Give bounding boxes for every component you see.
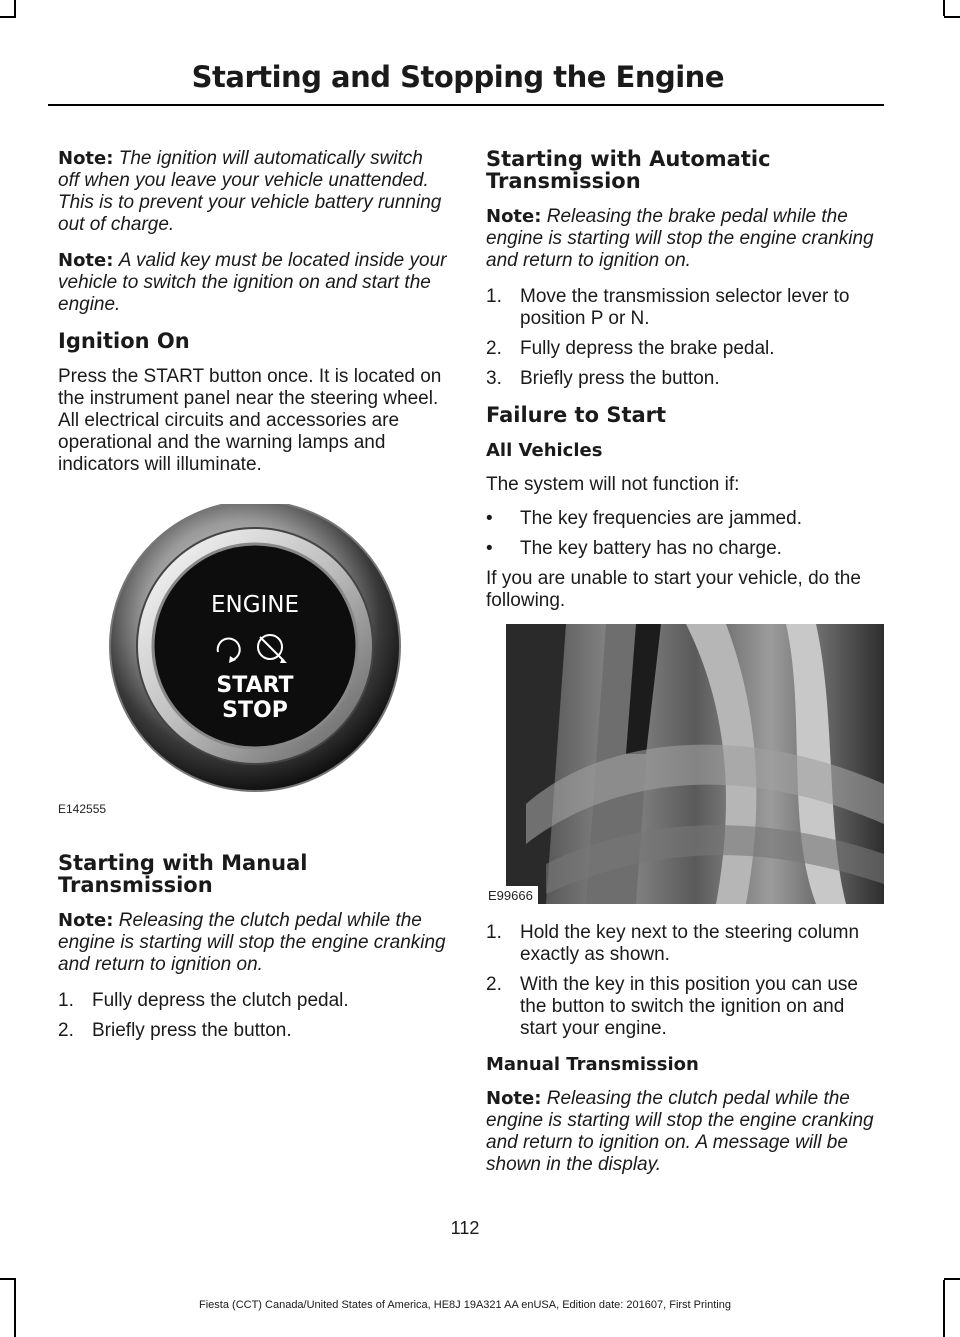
list-item — [486, 922, 886, 966]
note-valid-key — [58, 250, 448, 316]
ignition-on-text: Press the START button once. It is located on the instrument panel near the steering wheel. All electrical circuits and accessories are operational and the warning lamps and indicators will illuminate. — [58, 366, 442, 475]
manual-steps-list — [58, 990, 448, 1042]
figure-code: E142555 — [58, 802, 107, 816]
engine-label: ENGINE — [210, 592, 300, 618]
note-manual-message — [486, 1088, 886, 1176]
footer-edition-text: Fiesta (CCT) Canada/United States of America, HE8J 19A321 AA enUSA, Edition date: 201607, First Printing — [199, 1299, 731, 1311]
list-item — [58, 1020, 448, 1042]
note-text: Releasing the clutch pedal while the engine is starting will stop the engine cranking and return to ignition on. A message will be shown in the display. — [486, 1088, 874, 1175]
list-item — [486, 974, 886, 1040]
crop-mark — [943, 1280, 945, 1337]
failure-bullet-list — [486, 508, 886, 560]
bullet-mark: • — [486, 538, 493, 559]
note-label: Note: — [486, 1088, 542, 1109]
page-number: 112 — [450, 1218, 480, 1238]
step-text: Fully depress the brake pedal. — [520, 338, 775, 359]
stop-label: STOP — [222, 698, 288, 723]
list-item — [58, 990, 448, 1012]
start-button-figure — [58, 504, 448, 822]
list-item — [486, 286, 886, 330]
note-text: Releasing the clutch pedal while the engine is starting will stop the engine cranking and return to ignition on. — [58, 910, 446, 975]
list-item — [486, 368, 886, 390]
heading-ignition-on: Ignition On — [58, 329, 190, 353]
failure-intro: The system will not function if: — [486, 474, 740, 495]
step-number: 2. — [486, 338, 502, 359]
note-auto-off — [58, 148, 448, 236]
bullet-text: The key battery has no charge. — [520, 538, 782, 559]
subheading-manual-transmission: Manual Transmission — [486, 1054, 699, 1075]
note-text: Releasing the brake pedal while the engine is starting will stop the engine cranking and return to ignition on. — [486, 206, 874, 271]
start-label: START — [216, 673, 294, 698]
note-automatic-brake — [486, 206, 886, 272]
list-item — [486, 538, 886, 560]
note-manual-clutch — [58, 910, 448, 976]
note-label: Note: — [486, 206, 542, 227]
page-title: Starting and Stopping the Engine — [191, 60, 724, 94]
step-number: 1. — [58, 990, 74, 1011]
crop-mark — [944, 16, 960, 18]
note-text: The ignition will automatically switch off when you leave your vehicle unattended. This is to prevent your vehicle battery running out of charge. — [58, 148, 442, 235]
heading-failure-to-start: Failure to Start — [486, 403, 667, 427]
step-number: 1. — [486, 286, 502, 307]
key-steps-list — [486, 922, 886, 1040]
list-item — [486, 338, 886, 360]
step-text: Hold the key next to the steering column exactly as shown. — [520, 922, 860, 965]
crop-mark — [943, 0, 945, 16]
right-column — [486, 148, 886, 1190]
step-text: With the key in this position you can use the button to switch the ignition on and start your engine. — [520, 974, 858, 1039]
key-position-figure — [486, 624, 886, 906]
note-label: Note: — [58, 250, 114, 271]
bullet-mark: • — [486, 508, 493, 529]
crop-mark — [944, 1278, 960, 1280]
step-text: Briefly press the button. — [92, 1020, 292, 1041]
start-stop-button-illustration — [58, 504, 448, 804]
step-text: Fully depress the clutch pedal. — [92, 990, 349, 1011]
bullet-text: The key frequencies are jammed. — [520, 508, 802, 529]
heading-manual-transmission: Starting with Manual Transmission — [58, 851, 308, 897]
note-label: Note: — [58, 910, 114, 931]
key-steering-column-photo — [486, 624, 886, 904]
failure-unable-text: If you are unable to start your vehicle, do the following. — [486, 568, 861, 611]
note-label: Note: — [58, 148, 114, 169]
note-text: A valid key must be located inside your vehicle to switch the ignition on and start the engine. — [58, 250, 447, 315]
subheading-all-vehicles: All Vehicles — [486, 440, 603, 461]
crop-mark — [14, 0, 16, 16]
step-text: Move the transmission selector lever to position P or N. — [520, 286, 850, 329]
step-text: Briefly press the button. — [520, 368, 720, 389]
step-number: 1. — [486, 922, 502, 943]
step-number: 2. — [486, 974, 502, 995]
crop-mark — [0, 16, 16, 18]
heading-automatic-transmission: Starting with Automatic Transmission — [486, 147, 771, 193]
automatic-steps-list — [486, 286, 886, 390]
left-column — [58, 148, 448, 1050]
list-item — [486, 508, 886, 530]
step-number: 3. — [486, 368, 502, 389]
figure-code: E99666 — [488, 888, 533, 903]
page-header — [48, 58, 884, 106]
step-number: 2. — [58, 1020, 74, 1041]
